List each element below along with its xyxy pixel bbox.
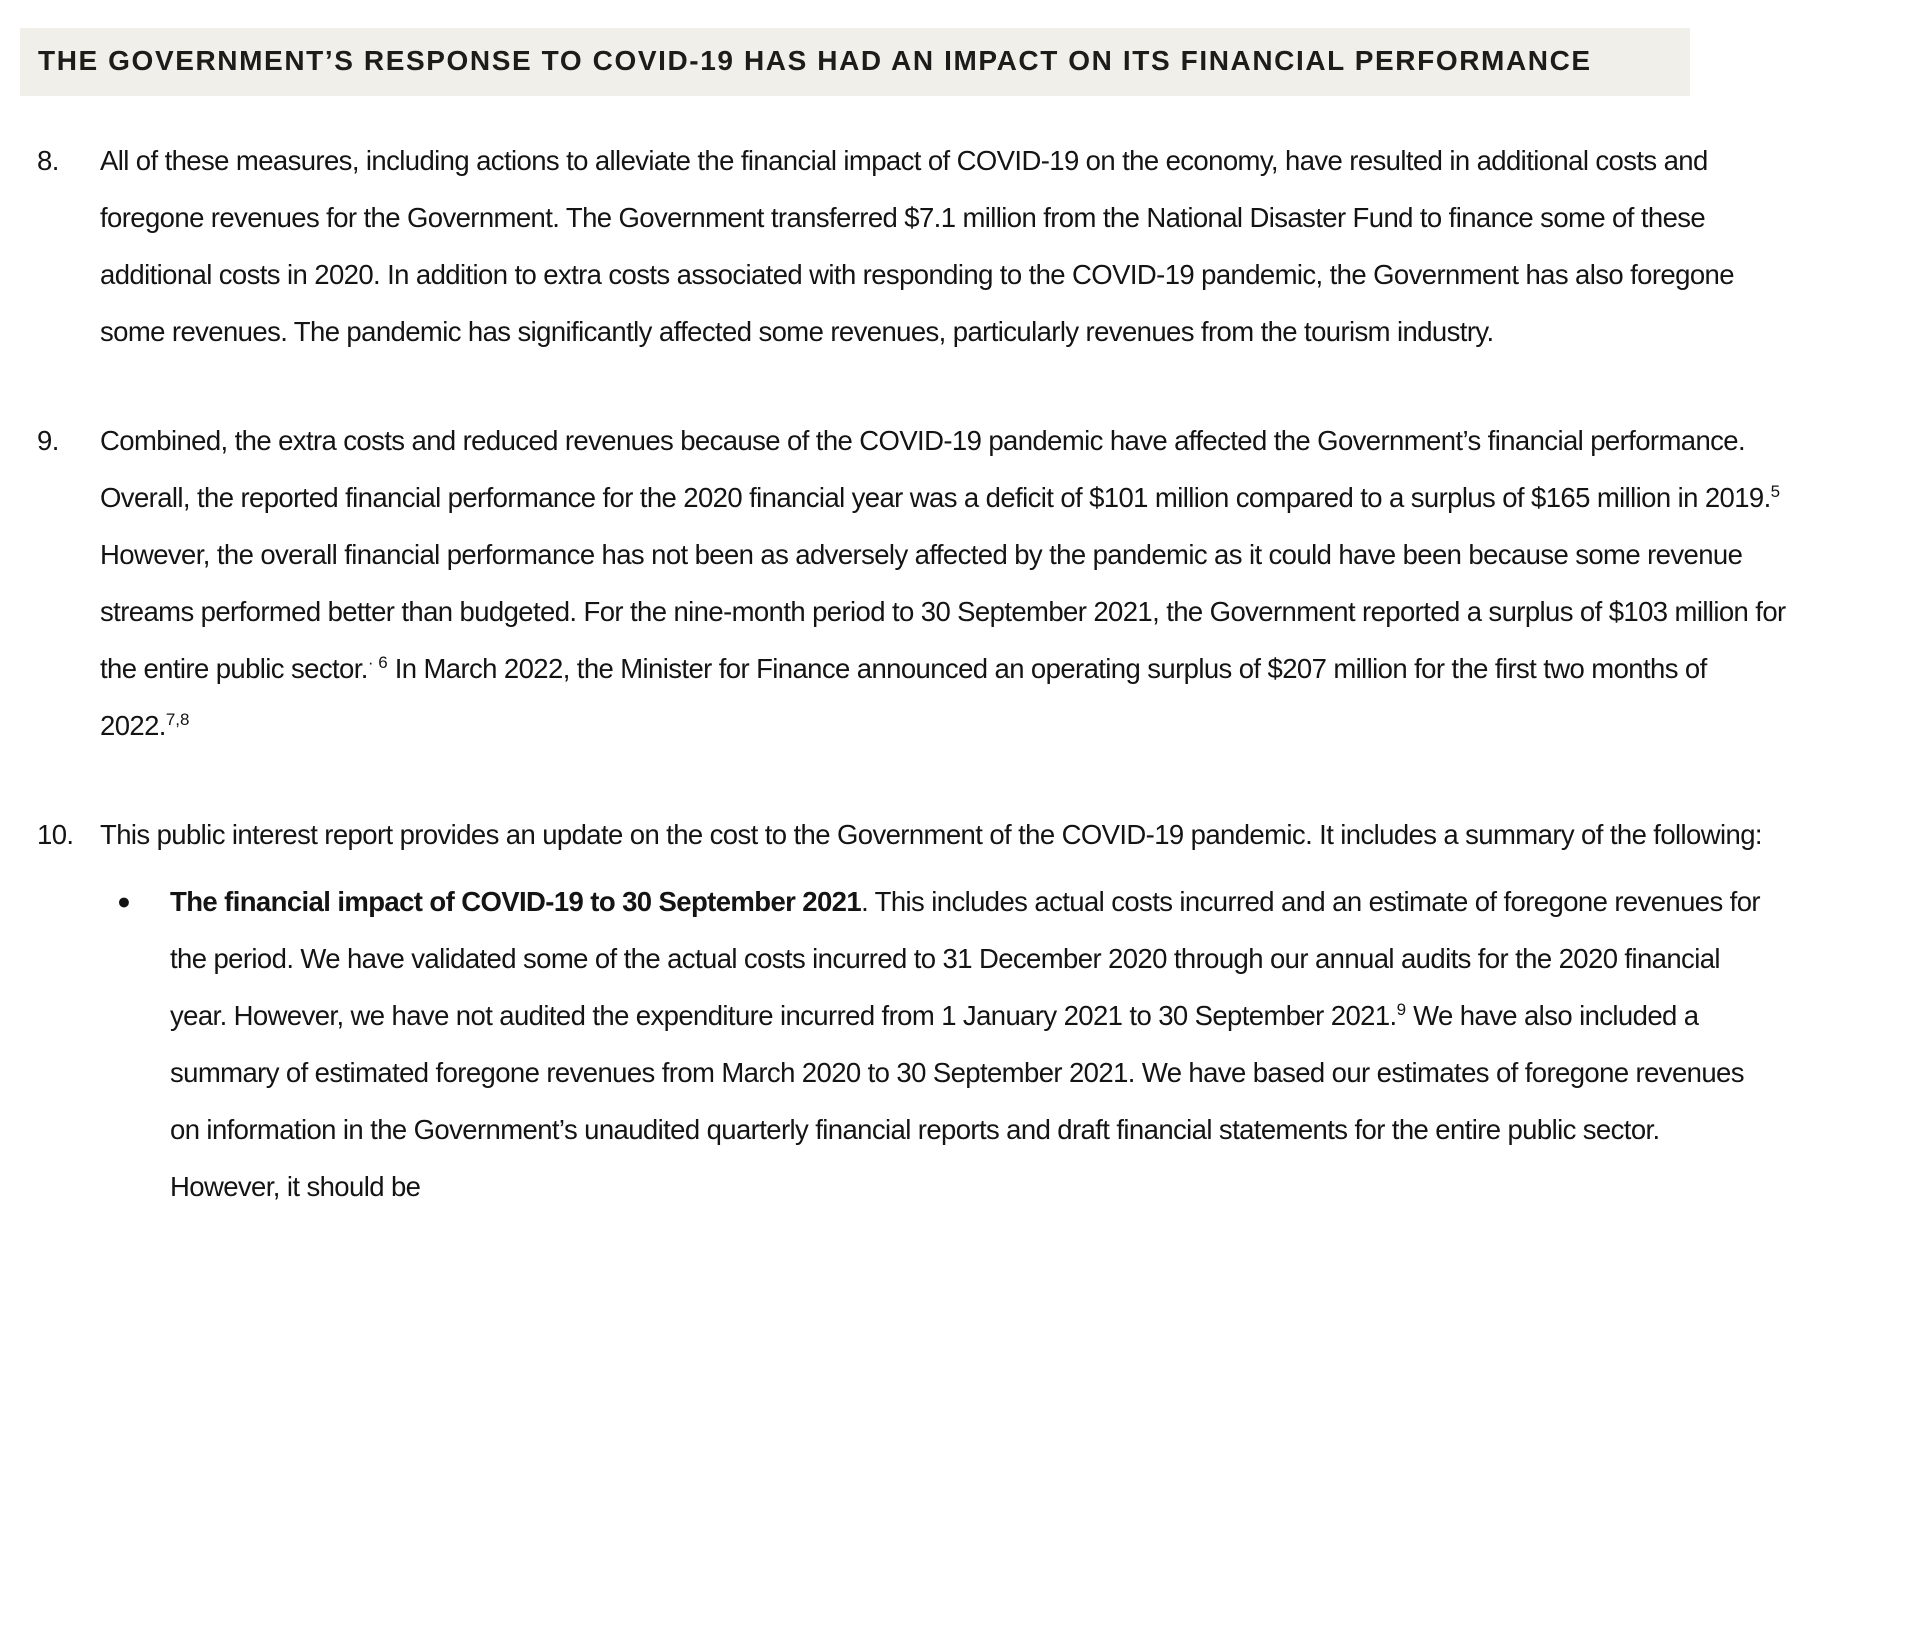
bullet-body-part2: We have also included a summary of estimated foregone revenues from March 2020 to 30 September 2021. We have based our estimates of foregone revenues on information in the Government’s unaudited quarterly financial reports and draft financial statements for the entire public sector. However, it should be: [170, 1000, 1744, 1202]
bullet-body-part1: . This includes actual costs incurred and an estimate of foregone revenues for the period. We have validated some of the actual costs incurred to 31 December 2020 through our annual audits for the 2020 financial year. However, we have not audited the expenditure incurred from 1 January 2021 to 30 September 2021.: [170, 886, 1760, 1031]
section-heading-title: THE GOVERNMENT’S RESPONSE TO COVID-19 HAS HAD AN IMPACT ON ITS FINANCIAL PERFORMANCE: [38, 45, 1592, 76]
numbered-list: [0, 132, 1922, 1215]
footnote-ref-5: 5: [1770, 481, 1781, 501]
paragraph-9-number: 9.: [37, 425, 59, 456]
footnote-ref-9: 9: [1396, 999, 1407, 1019]
bullet-item-financial-impact: [0, 873, 1770, 1215]
paragraph-9-body-part1: Combined, the extra costs and reduced revenues because of the COVID-19 pandemic have affected the Government’s financial performance. Overall, the reported financial performance for the 2020 financial year was a deficit of $101 million compared to a surplus of $165 million in 2019.: [100, 425, 1771, 513]
paragraph-8-text: [100, 132, 1790, 360]
bullet-bold-lead: The financial impact of COVID-19 to 30 September 2021: [170, 886, 862, 917]
footnote-ref-7-8: 7,8: [165, 709, 190, 729]
paragraph-10-text: [100, 806, 1790, 863]
document-page: [0, 28, 1922, 1644]
paragraph-9-body-part3: In March 2022, the Minister for Finance announced an operating surplus of $207 million for the first two months of 2022.: [100, 653, 1707, 741]
section-heading: [20, 28, 1690, 96]
bullet-icon: ●: [117, 888, 131, 914]
paragraph-10-body: This public interest report provides an update on the cost to the Government of the COVID-19 pandemic. It includes a summary of the following:: [100, 819, 1762, 850]
paragraph-9: [0, 412, 1790, 754]
paragraph-10: [0, 806, 1790, 863]
paragraph-10-number: 10.: [37, 819, 74, 850]
paragraph-8-number: 8.: [37, 145, 59, 176]
paragraph-9-body-part2: However, the overall financial performance has not been as adversely affected by the pandemic as it could have been because some revenue streams performed better than budgeted. For the nine-month period to 30 September 2021, the Government reported a surplus of $103 million for the entire public sector.: [100, 539, 1786, 684]
paragraph-8-body: All of these measures, including actions to alleviate the financial impact of COVID-19 on the economy, have resulted in additional costs and foregone revenues for the Government. The Government transferred $7.1 million from the National Disaster Fund to finance some of these additional costs in 2020. In addition to extra costs associated with responding to the COVID-19 pandemic, the Government has also foregone some revenues. The pandemic has significantly affected some revenues, particularly revenues from the tourism industry.: [100, 145, 1734, 347]
paragraph-8: [0, 132, 1790, 360]
bullet-text: [170, 873, 1770, 1215]
paragraph-9-text: [100, 412, 1790, 754]
footnote-ref-6: · 6: [367, 652, 388, 672]
